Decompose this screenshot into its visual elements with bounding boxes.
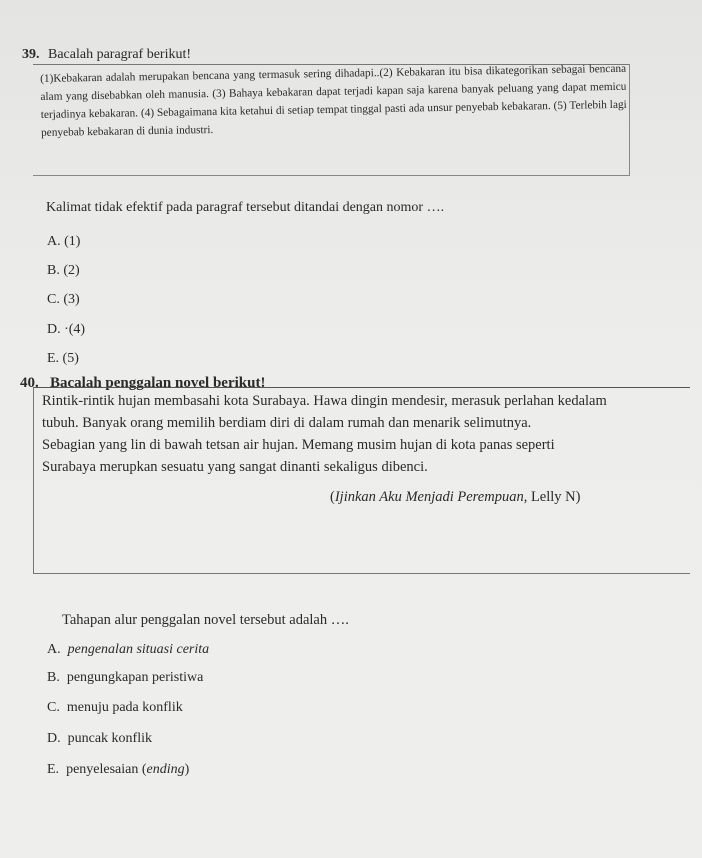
- excerpt-line-1: Rintik-rintik hujan membasahi kota Surabaya. Hawa dingin mendesir, merasuk perlahan kedalam: [42, 393, 607, 409]
- option-a-letter: A.: [47, 642, 61, 657]
- source-author: , Lelly N): [523, 489, 581, 505]
- question-39-paragraph: (1)Kebakaran adalah merupakan bencana yang termasuk sering dihadapi..(2) Kebakaran itu bisa dikategorikan sebagai bencana alam yang disebabkan oleh manusia. (3) Bahaya kebakaran dapat terjadi kapan saja karena banyak peluang yang dapat memicu terjadinya kebakaran. (4) Sebagaimana kita ketahui di setiap tempat tinggal pasti ada unsur penyebab kebakaran. (5) Terlebih lagi penyebab kebakaran di dunia industri.: [40, 62, 627, 139]
- option-e-letter: E.: [47, 762, 60, 777]
- question-39-instruction: Bacalah paragraf berikut!: [48, 47, 192, 62]
- question-40-option-b[interactable]: [47, 670, 203, 686]
- excerpt-source: [330, 489, 580, 506]
- question-39-option-e[interactable]: E. (5): [47, 351, 79, 366]
- question-40-excerpt: [42, 390, 682, 478]
- question-39-option-d[interactable]: D. ·(4): [47, 322, 86, 337]
- option-d-text: puncak konflik: [67, 731, 152, 746]
- question-39-number: 39.: [22, 47, 40, 62]
- excerpt-line-2: tubuh. Banyak orang memilih berdiam diri di dalam rumah dan menarik selimutnya.: [42, 415, 532, 431]
- option-e-text: penyelesaian (: [66, 762, 147, 777]
- question-40-option-c[interactable]: [47, 700, 183, 716]
- option-b-letter: B.: [47, 670, 60, 685]
- option-d-letter: D.: [47, 731, 61, 746]
- question-40-option-a[interactable]: [47, 642, 209, 658]
- question-40-prompt: Tahapan alur penggalan novel tersebut adalah ….: [62, 612, 349, 628]
- option-a-text: pengenalan situasi cerita: [67, 642, 210, 657]
- question-40-instruction: Bacalah penggalan novel berikut!: [50, 375, 266, 391]
- source-open-paren: (: [330, 489, 335, 505]
- source-title: Ijinkan Aku Menjadi Perempuan: [334, 489, 524, 505]
- excerpt-line-3: Sebagian yang lin di bawah tetsan air hujan. Memang musim hujan di kota panas seperti: [42, 437, 555, 453]
- question-40-option-e[interactable]: [47, 762, 189, 778]
- option-e-suffix: ): [184, 762, 190, 777]
- question-39-option-a[interactable]: A. (1): [47, 234, 81, 249]
- option-c-letter: C.: [47, 700, 60, 715]
- question-39-option-c[interactable]: C. (3): [47, 292, 80, 307]
- question-39-prompt: Kalimat tidak efektif pada paragraf tersebut ditandai dengan nomor ….: [46, 200, 445, 215]
- question-40-number: 40.: [20, 375, 39, 391]
- excerpt-line-4: Surabaya merupkan sesuatu yang sangat dinanti sekaligus dibenci.: [42, 459, 428, 475]
- option-e-italic: ending: [146, 762, 185, 777]
- question-39-option-b[interactable]: B. (2): [47, 263, 80, 278]
- option-b-text: pengungkapan peristiwa: [66, 670, 204, 685]
- question-40-option-d[interactable]: [47, 731, 152, 747]
- option-c-text: menuju pada konflik: [66, 700, 183, 715]
